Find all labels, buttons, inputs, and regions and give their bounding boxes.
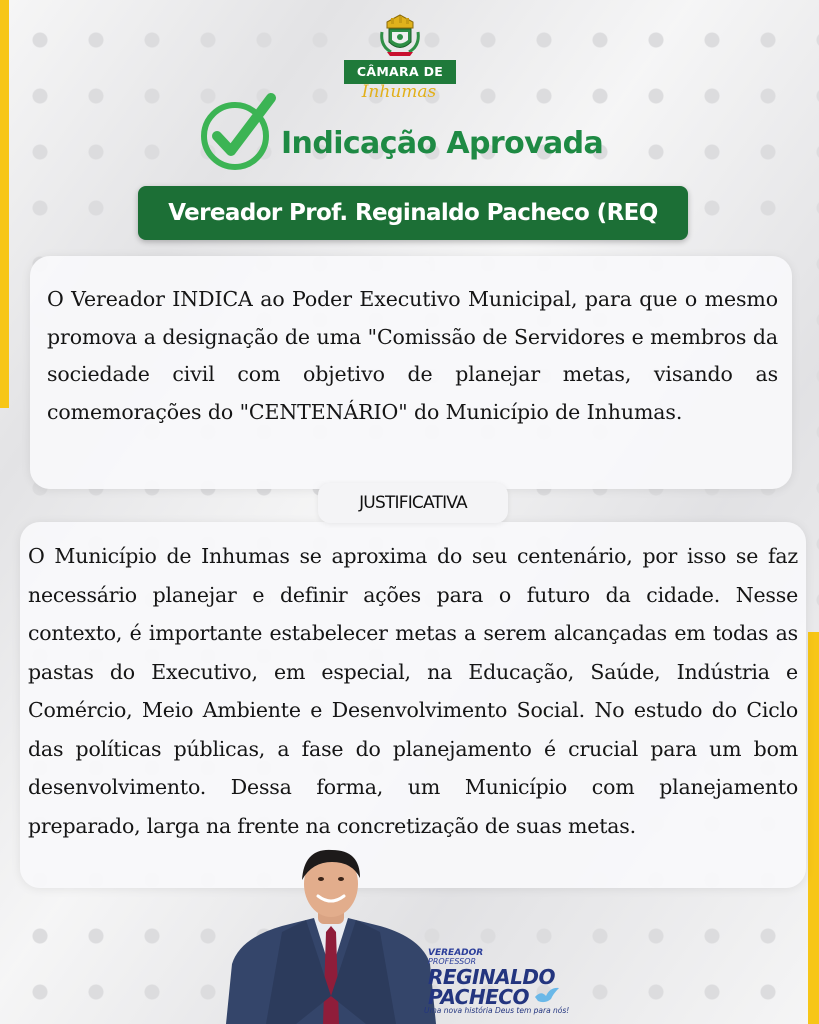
crest-icon: [379, 12, 421, 58]
check-icon: [197, 92, 279, 174]
right-accent-bar: [808, 632, 819, 1024]
justificativa-text: O Município de Inhumas se aproxima do seu centenário, por isso se faz necessário planejar e definir ações para o futuro da cidade. Nesse contexto, é importante estabelecer metas a serem alcançadas em todas as pastas do Executivo, em especial, na Educação, Saúde, Indústria e Comércio, Meio Ambiente e Desenvolvimento Social. No estudo do Ciclo das políticas públicas, a fase do planejamento é crucial para um bom desenvolvimento. Dessa forma, um Município com planejamento preparado, larga na frente na concretização de suas metas.: [28, 544, 798, 838]
indicacao-text: O Vereador INDICA ao Poder Executivo Municipal, para que o mesmo promova a designação de uma "Comissão de Servidores e membros da sociedade civil com objetivo de planejar metas, visando as comemorações do "CENTENÁRIO" do Município de Inhumas.: [47, 287, 778, 424]
councilman-photo: [226, 846, 436, 1024]
requester-banner: Vereador Prof. Reginaldo Pacheco (REQ: [138, 186, 688, 240]
left-accent-bar: [0, 0, 9, 408]
approved-title: Indicação Aprovada: [281, 126, 604, 161]
logo-camara-label: CÂMARA DE: [344, 60, 456, 84]
bird-icon: [534, 986, 560, 1006]
justificativa-heading: JUSTIFICATIVA: [318, 483, 508, 523]
logo-city-label: Inhumas: [361, 82, 437, 102]
signature-first-name: REGINALDO: [428, 965, 555, 989]
signature-last-name: PACHECO: [428, 985, 529, 1009]
camara-logo: [341, 10, 457, 102]
signature-logo: [424, 948, 574, 1018]
signature-slogan: Uma nova história Deus tem para nós!: [424, 1006, 570, 1015]
signature-vereador: VEREADOR: [428, 948, 484, 958]
signature-professor: PROFESSOR: [428, 957, 477, 966]
